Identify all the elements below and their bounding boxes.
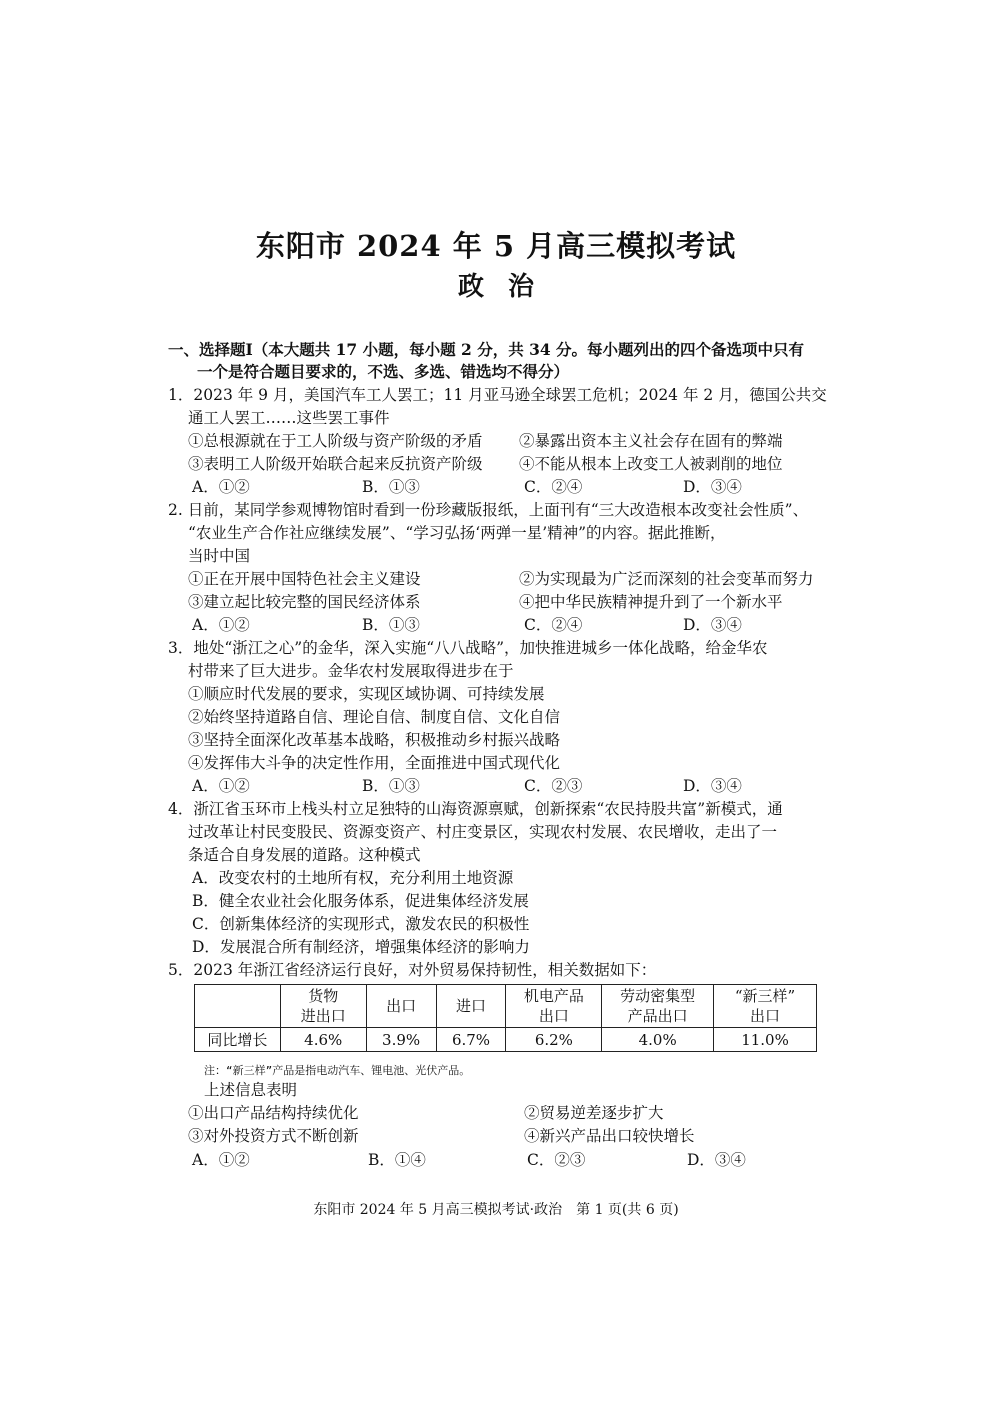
q1-option-d: D．③④ xyxy=(683,478,742,496)
q3-option-d: D．③④ xyxy=(683,777,742,795)
table-cell: 4.0% xyxy=(602,1028,714,1052)
q1-stem-line2: 通工人罢工……这些罢工事件 xyxy=(188,409,390,427)
q2-stem-line2: “农业生产合作社应继续发展”、“学习弘扬‘两弹一星’精神”的内容。据此推断， xyxy=(188,524,726,542)
q4-stem-line2: 过改革让村民变股民、资源变资产、村庄变景区，实现农村发展、农民增收，走出了一 xyxy=(188,823,778,841)
q3-option-a: A．①② xyxy=(192,777,250,795)
table-row xyxy=(195,1028,817,1052)
section-heading-line1: 一、选择题Ⅰ（本大题共 17 小题，每小题 2 分，共 34 分。每小题列出的四个备选项中只有 xyxy=(168,340,805,359)
exam-title: 东阳市 2024 年 5 月高三模拟考试 xyxy=(255,229,737,263)
q3-option-c: C．②③ xyxy=(524,777,583,795)
table-cell: 6.2% xyxy=(506,1028,602,1052)
q4-option-d: D．发展混合所有制经济，增强集体经济的影响力 xyxy=(192,938,530,956)
q4-stem-line3: 条适合自身发展的道路。这种模式 xyxy=(188,846,421,864)
q4-option-a: A．改变农村的土地所有权，充分利用土地资源 xyxy=(192,869,514,887)
q5-statement-1: ①出口产品结构持续优化 xyxy=(188,1104,359,1122)
table-header-cell xyxy=(195,985,281,1028)
table-cell: 11.0% xyxy=(714,1028,817,1052)
table-cell: 3.9% xyxy=(366,1028,436,1052)
table-header-cell: 劳动密集型 产品出口 xyxy=(602,985,714,1028)
q5-stem-line1: 5．2023 年浙江省经济运行良好，对外贸易保持韧性，相关数据如下： xyxy=(168,961,657,979)
q4-option-b: B．健全农业社会化服务体系，促进集体经济发展 xyxy=(192,892,529,910)
table-header-cell: “新三样” 出口 xyxy=(714,985,817,1028)
q2-statement-2: ②为实现最为广泛而深刻的社会变革而努力 xyxy=(519,570,814,588)
table-cell: 4.6% xyxy=(280,1028,366,1052)
table-header-cell: 货物 进出口 xyxy=(280,985,366,1028)
q2-statement-3: ③建立起比较完整的国民经济体系 xyxy=(188,593,421,611)
table-header-cell: 机电产品 出口 xyxy=(506,985,602,1028)
q2-stem-line1: 2. 日前，某同学参观博物馆时看到一份珍藏版报纸，上面刊有“三大改造根本改变社会性质”、 xyxy=(168,501,809,519)
q5-statement-3: ③对外投资方式不断创新 xyxy=(188,1127,359,1145)
q5-option-b: B．①④ xyxy=(368,1151,426,1169)
q5-option-c: C．②③ xyxy=(527,1151,586,1169)
q1-statement-1: ①总根源就在于工人阶级与资产阶级的矛盾 xyxy=(188,432,483,450)
q2-option-b: B．①③ xyxy=(362,616,420,634)
q4-option-c: C．创新集体经济的实现形式，激发农民的积极性 xyxy=(192,915,530,933)
q3-stem-line2: 村带来了巨大进步。金华农村发展取得进步在于 xyxy=(188,662,514,680)
q1-option-a: A．①② xyxy=(192,478,250,496)
q5-statement-2: ②贸易逆差逐步扩大 xyxy=(524,1104,664,1122)
table-header-cell: 进口 xyxy=(436,985,506,1028)
q3-statement-1: ①顺应时代发展的要求，实现区域协调、可持续发展 xyxy=(188,685,545,703)
table-header-row xyxy=(195,985,817,1028)
q3-statement-4: ④发挥伟大斗争的决定性作用，全面推进中国式现代化 xyxy=(188,754,561,772)
q1-option-c: C．②④ xyxy=(524,478,583,496)
q5-statement-4: ④新兴产品出口较快增长 xyxy=(524,1127,695,1145)
table-note: 注：“新三样”产品是指电动汽车、锂电池、光伏产品。 xyxy=(204,1064,471,1077)
q5-lead: 上述信息表明 xyxy=(204,1081,298,1099)
q2-option-c: C．②④ xyxy=(524,616,583,634)
q2-option-a: A．①② xyxy=(192,616,250,634)
q3-option-b: B．①③ xyxy=(362,777,420,795)
q3-statement-3: ③坚持全面深化改革基本战略，积极推动乡村振兴战略 xyxy=(188,731,561,749)
trade-data-table xyxy=(194,984,817,1052)
q2-statement-1: ①正在开展中国特色社会主义建设 xyxy=(188,570,421,588)
q2-option-d: D．③④ xyxy=(683,616,742,634)
section-heading-line2: 一个是符合题目要求的，不选、多选、错选均不得分） xyxy=(197,362,570,381)
q1-statement-2: ②暴露出资本主义社会存在固有的弊端 xyxy=(519,432,783,450)
q5-option-d: D．③④ xyxy=(687,1151,746,1169)
q3-stem-line1: 3．地处“浙江之心”的金华，深入实施“八八战略”，加快推进城乡一体化战略，给金华农 xyxy=(168,639,768,657)
q4-stem-line1: 4．浙江省玉环市上栈头村立足独特的山海资源禀赋，创新探索“农民持股共富”新模式，通 xyxy=(168,800,783,818)
q1-statement-4: ④不能从根本上改变工人被剥削的地位 xyxy=(519,455,783,473)
q1-stem-line1: 1．2023 年 9 月，美国汽车工人罢工；11 月亚马逊全球罢工危机；2024 年 2 月，德国公共交 xyxy=(168,386,827,404)
q3-statement-2: ②始终坚持道路自信、理论自信、制度自信、文化自信 xyxy=(188,708,561,726)
q1-option-b: B．①③ xyxy=(362,478,420,496)
table-row-label: 同比增长 xyxy=(195,1028,281,1052)
q2-stem-line3: 当时中国 xyxy=(188,547,251,565)
q5-option-a: A．①② xyxy=(192,1151,250,1169)
table-cell: 6.7% xyxy=(436,1028,506,1052)
table-header-cell: 出口 xyxy=(366,985,436,1028)
page-footer: 东阳市 2024 年 5 月高三模拟考试·政治 第 1 页(共 6 页) xyxy=(313,1202,679,1218)
q1-statement-3: ③表明工人阶级开始联合起来反抗资产阶级 xyxy=(188,455,483,473)
subject-title: 政治 xyxy=(457,272,558,302)
q2-statement-4: ④把中华民族精神提升到了一个新水平 xyxy=(519,593,783,611)
